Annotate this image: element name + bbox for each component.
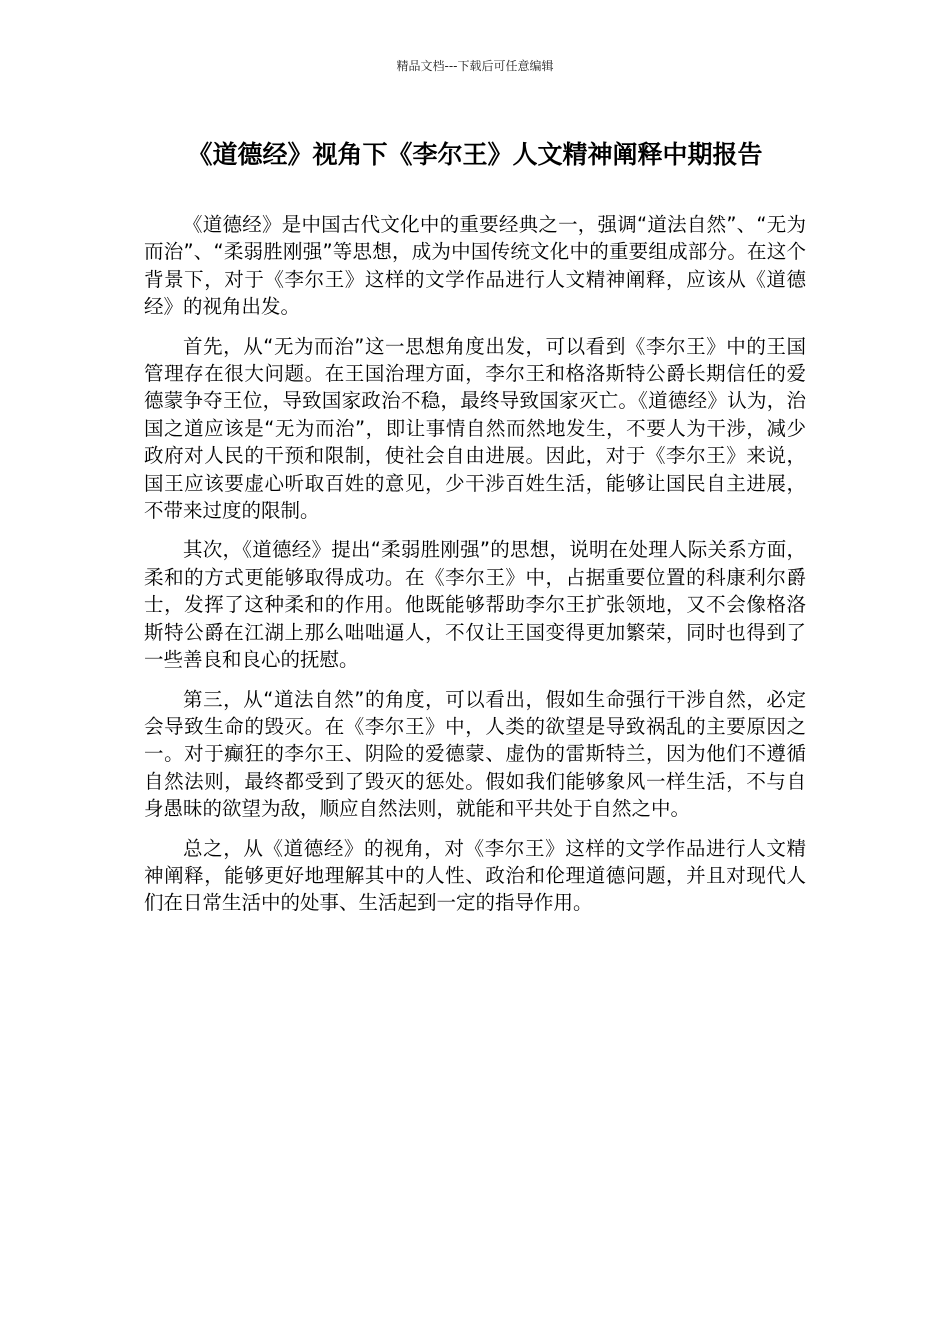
paragraph-first: 首先，从“无为而治”这一思想角度出发，可以看到《李尔王》中的王国管理存在很大问题。在王国治理方面，李尔王和格洛斯特公爵长期信任的爱德蒙争夺王位，导致国家政治不稳，最终导致国家灭亡。《道德经》认为，治国之道应该是“无为而治”，即让事情自然而然地发生，不要人为干涉，减少政府对人民的干预和限制，使社会自由进展。因此，对于《李尔王》来说，国王应该要虚心听取百姓的意见，少干涉百姓生活，能够让国民自主进展，不带来过度的限制。 [144, 334, 806, 523]
paragraph-third: 第三，从“道法自然”的角度，可以看出，假如生命强行干涉自然，必定会导致生命的毁灭。在《李尔王》中，人类的欲望是导致祸乱的主要原因之一。对于癫狂的李尔王、阴险的爱德蒙、虚伪的雷斯特兰，因为他们不遵循自然法则，最终都受到了毁灭的惩处。假如我们能够象风一样生活，不与自身愚昧的欲望为敌，顺应自然法则，就能和平共处于自然之中。 [144, 687, 806, 821]
document-body [144, 211, 806, 929]
document-title: 《道德经》视角下《李尔王》人文精神阐释中期报告 [187, 140, 763, 169]
paragraph-conclusion: 总之，从《道德经》的视角，对《李尔王》这样的文学作品进行人文精神阐释，能够更好地理解其中的人性、政治和伦理道德问题，并且对现代人们在日常生活中的处事、生活起到一定的指导作用。 [144, 836, 806, 915]
paragraph-intro: 《道德经》是中国古代文化中的重要经典之一，强调“道法自然”、“无为而治”、“柔弱胜刚强”等思想，成为中国传统文化中的重要组成部分。在这个背景下，对于《李尔王》这样的文学作品进行人文精神阐释，应该从《道德经》的视角出发。 [144, 213, 806, 319]
page-header: 精品文档---下载后可任意编辑 [396, 59, 554, 73]
paragraph-second: 其次，《道德经》提出“柔弱胜刚强”的思想，说明在处理人际关系方面，柔和的方式更能够取得成功。在《李尔王》中，占据重要位置的科康利尔爵士，发挥了这种柔和的作用。他既能够帮助李尔王扩张领地，又不会像格洛斯特公爵在江湖上那么咄咄逼人，不仅让王国变得更加繁荣，同时也得到了一些善良和良心的抚慰。 [144, 538, 806, 672]
